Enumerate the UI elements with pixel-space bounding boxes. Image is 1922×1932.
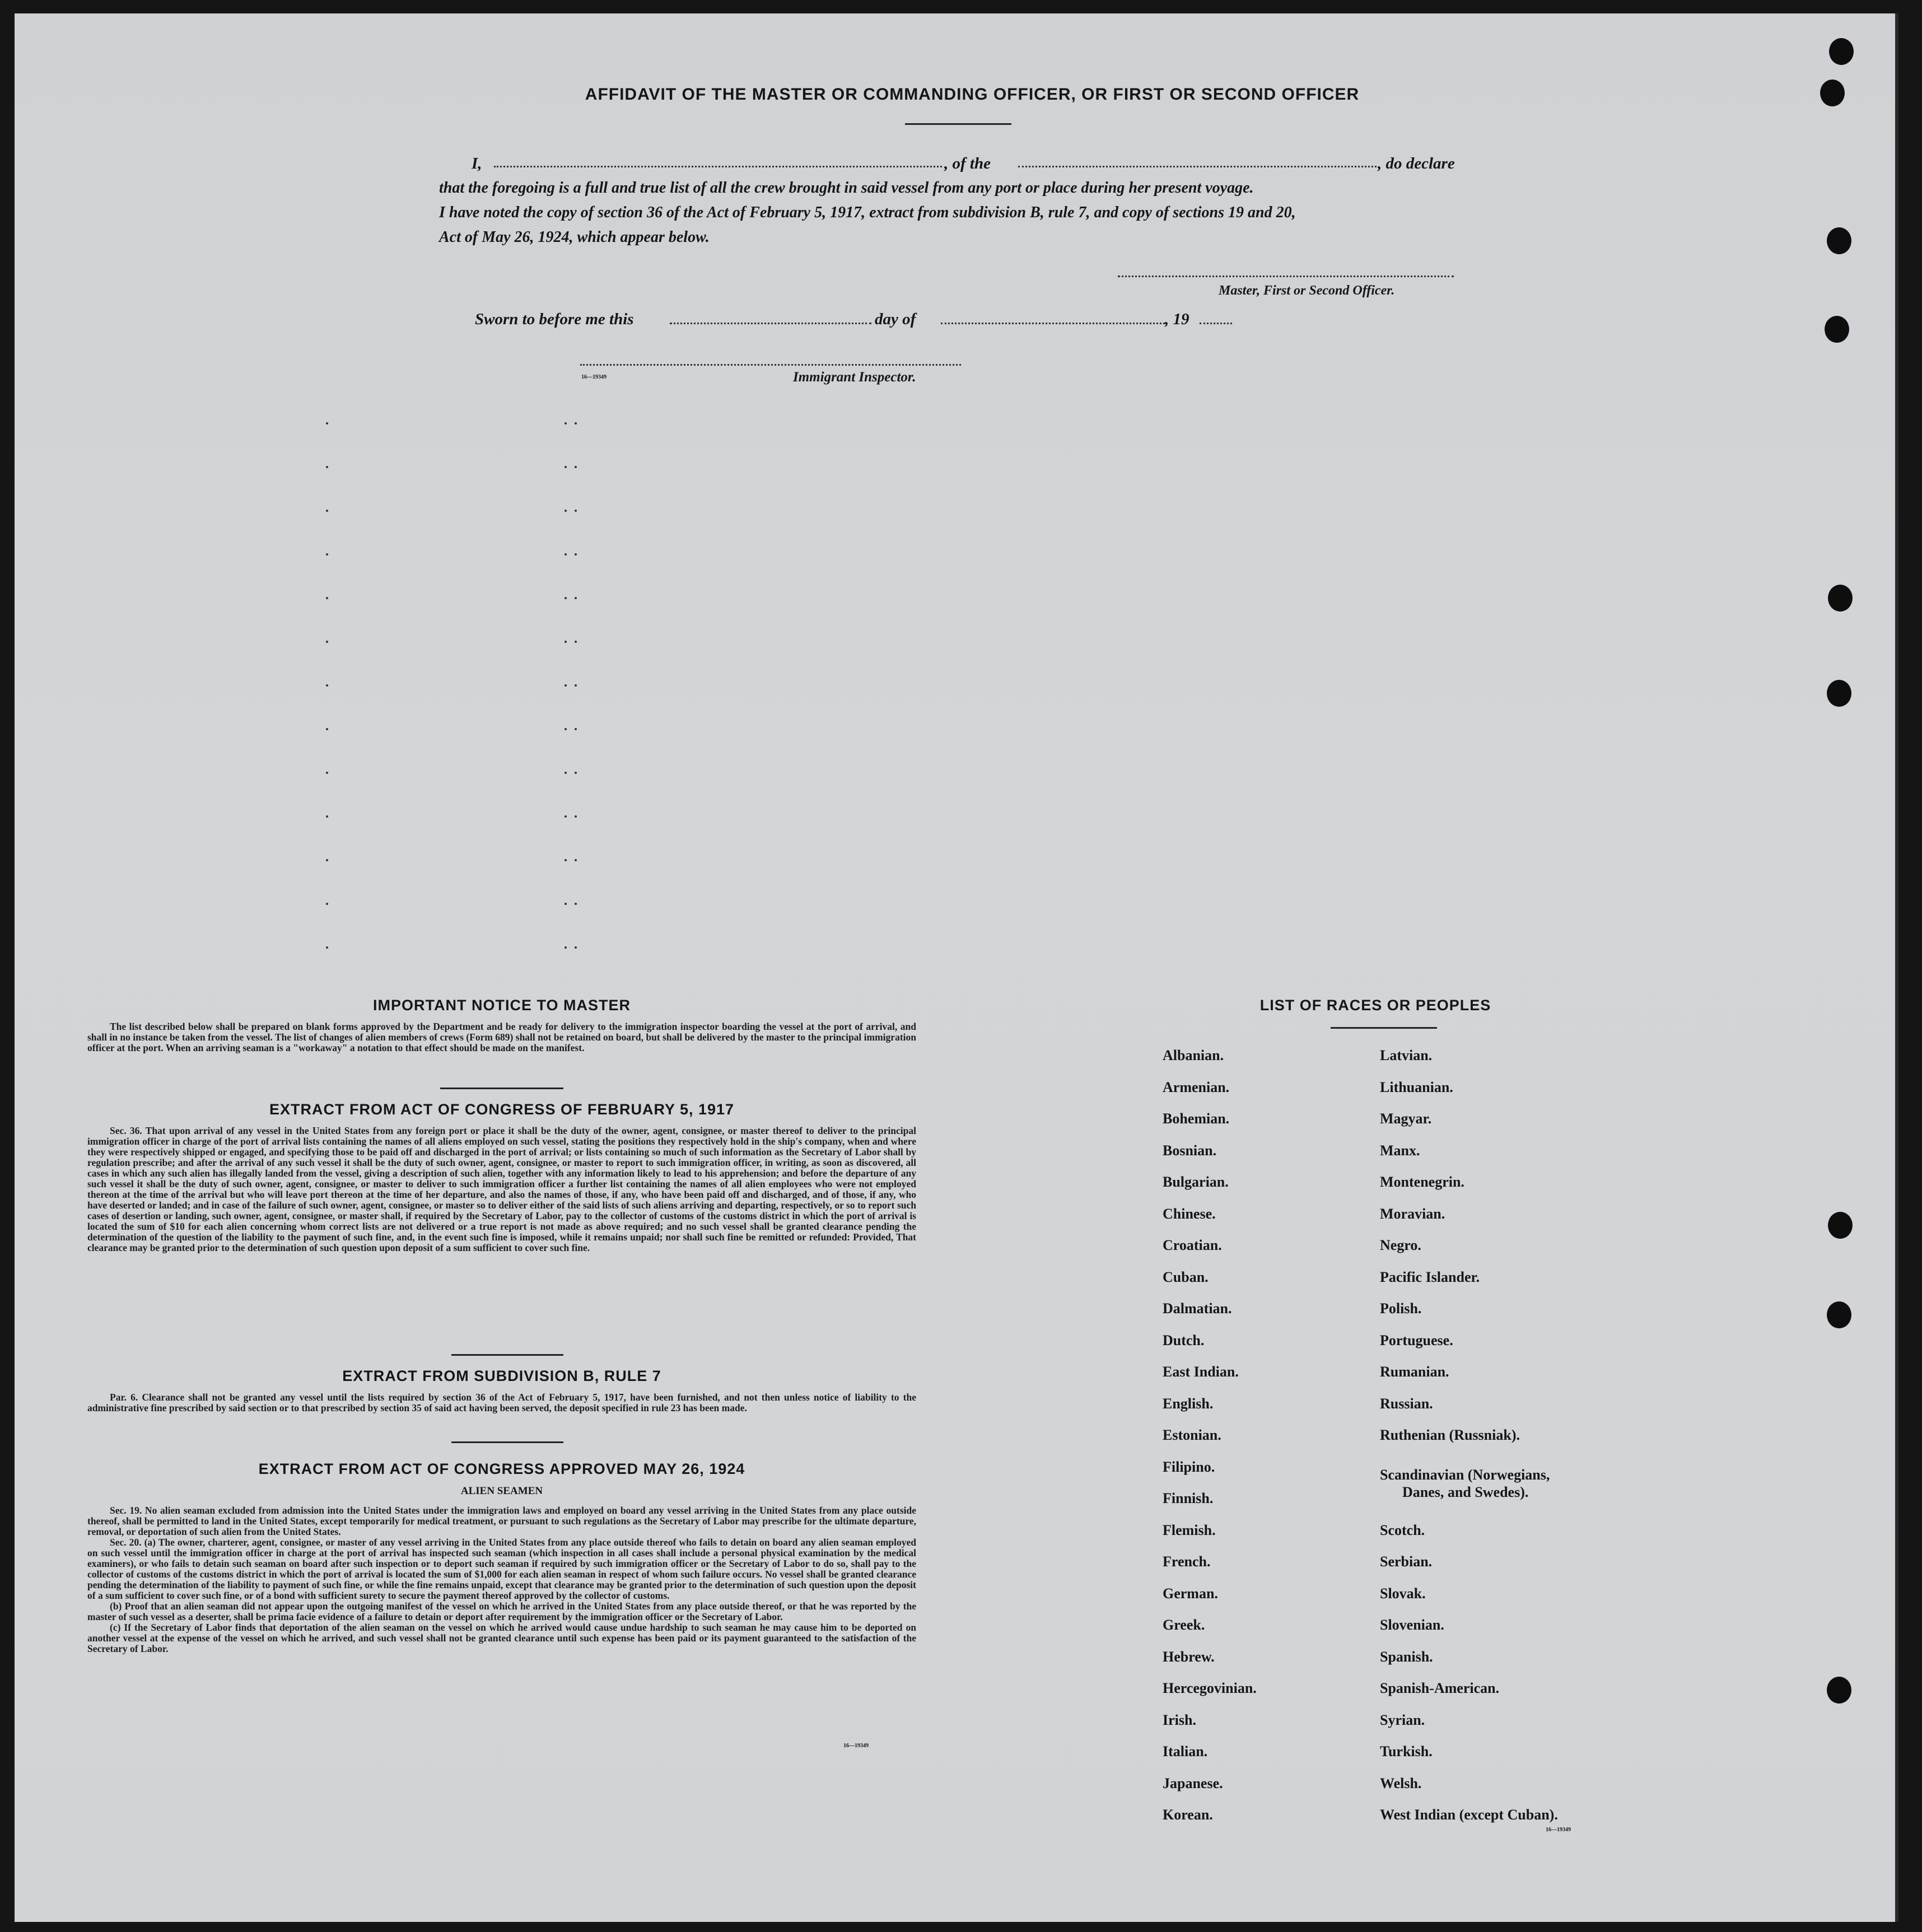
faint-dot	[575, 466, 577, 468]
race-item: Croatian.	[1163, 1237, 1222, 1253]
race-item: Filipino.	[1163, 1458, 1215, 1475]
race-item: Finnish.	[1163, 1490, 1214, 1506]
race-item: Slovak.	[1380, 1585, 1426, 1602]
sworn-day-field[interactable]	[670, 323, 871, 324]
divider	[1331, 1027, 1437, 1029]
race-item: Bohemian.	[1163, 1110, 1230, 1127]
punch-hole	[1828, 585, 1853, 612]
faint-dot	[326, 510, 328, 512]
race-item: Welsh.	[1380, 1775, 1422, 1791]
race-item: Latvian.	[1380, 1047, 1433, 1063]
race-item: Bulgarian.	[1163, 1174, 1229, 1190]
vessel-prefix: , of the	[944, 155, 991, 172]
faint-dot	[565, 946, 567, 949]
faint-dot	[575, 684, 577, 687]
extract-1924-text	[87, 1505, 916, 1654]
race-item: West Indian (except Cuban).	[1380, 1807, 1558, 1823]
punch-hole	[1828, 1212, 1853, 1239]
punch-hole	[1829, 38, 1854, 65]
punch-hole	[1827, 680, 1851, 707]
faint-dot	[565, 422, 567, 424]
race-item: Albanian.	[1163, 1047, 1224, 1063]
race-item: Slovenian.	[1380, 1617, 1444, 1633]
faint-dot	[565, 466, 567, 468]
extract-1917-text	[87, 1126, 916, 1253]
declare-suffix: , do declare	[1378, 155, 1455, 172]
notice-text	[87, 1021, 916, 1053]
faint-dot	[565, 510, 567, 512]
punch-hole	[1827, 227, 1851, 254]
race-item: Dalmatian.	[1163, 1300, 1232, 1317]
race-item: Flemish.	[1163, 1522, 1216, 1538]
punch-hole	[1827, 1677, 1851, 1704]
faint-dot	[326, 422, 328, 424]
faint-dot	[326, 728, 328, 730]
race-item: Scotch.	[1380, 1522, 1425, 1538]
race-item: Korean.	[1163, 1807, 1213, 1823]
faint-dot	[575, 597, 577, 599]
faint-dot	[575, 815, 577, 818]
divider	[440, 1088, 563, 1089]
punch-hole	[1825, 316, 1849, 343]
faint-dot	[575, 422, 577, 424]
faint-dot	[575, 903, 577, 905]
faint-dot	[575, 859, 577, 861]
faint-dot	[565, 597, 567, 599]
faint-dot	[326, 597, 328, 599]
race-item: Cuban.	[1163, 1268, 1209, 1285]
rule7-text	[87, 1392, 916, 1413]
race-item: Spanish.	[1380, 1648, 1433, 1665]
inspector-label: Immigrant Inspector.	[793, 370, 916, 385]
affidavit-line-3: I have noted the copy of section 36 of the Act of February 5, 1917, extract from subdivision B, rule 7, and copy of sections 19 and 20,	[439, 204, 1296, 221]
extract-1924-title: EXTRACT FROM ACT OF CONGRESS APPROVED MAY 26, 1924	[258, 1460, 745, 1477]
year-prefix: , 19	[1165, 310, 1189, 328]
faint-dot	[575, 641, 577, 643]
race-item: Russian.	[1380, 1395, 1433, 1412]
race-item: Spanish-American.	[1380, 1680, 1500, 1696]
affidavit-title: AFFIDAVIT OF THE MASTER OR COMMANDING OFFICER, OR FIRST OR SECOND OFFICER	[585, 85, 1360, 104]
sworn-month-field[interactable]	[941, 323, 1165, 324]
faint-dot	[326, 466, 328, 468]
race-item: English.	[1163, 1395, 1214, 1412]
punch-hole	[1827, 1301, 1851, 1328]
form-number: 16—19349	[843, 1743, 869, 1749]
sec19-paragraph: Sec. 19. No alien seaman excluded from admission into the United States under the immigration laws and employed on board any vessel arriving in the United States from any place outside thereof, shall be permitted to land in the United States, except temporarily for medical treatment, or pursuant to such regulations as the Secretary of Labor may prescribe for the ultimate departure, removal, or deportation of such alien from the United States.	[87, 1505, 916, 1537]
race-item: Montenegrin.	[1380, 1174, 1464, 1190]
race-item: Portuguese.	[1380, 1332, 1453, 1348]
affidavit-line-4: Act of May 26, 1924, which appear below.	[439, 228, 710, 246]
race-item: Turkish.	[1380, 1743, 1433, 1760]
race-item: Moravian.	[1380, 1205, 1445, 1222]
race-item: Chinese.	[1163, 1205, 1216, 1222]
notice-title: IMPORTANT NOTICE TO MASTER	[373, 997, 631, 1014]
race-item: Armenian.	[1163, 1079, 1230, 1095]
extract-1917-title: EXTRACT FROM ACT OF CONGRESS OF FEBRUARY 5, 1917	[269, 1101, 735, 1118]
race-item: Rumanian.	[1380, 1364, 1449, 1380]
faint-dot	[326, 815, 328, 818]
race-item: Scandinavian (Norwegians,	[1380, 1466, 1550, 1483]
race-item: Ruthenian (Russniak).	[1380, 1427, 1520, 1443]
race-item: Manx.	[1380, 1142, 1420, 1159]
faint-dot	[565, 728, 567, 730]
race-item: Pacific Islander.	[1380, 1268, 1480, 1285]
master-signature-label: Master, First or Second Officer.	[1219, 283, 1395, 298]
faint-dot	[326, 772, 328, 774]
faint-dot	[575, 946, 577, 949]
faint-dot	[575, 772, 577, 774]
faint-dot	[565, 553, 567, 556]
race-item: Dutch.	[1163, 1332, 1205, 1348]
divider	[451, 1441, 563, 1443]
race-item: Polish.	[1380, 1300, 1422, 1317]
faint-dot	[575, 728, 577, 730]
sworn-year-field[interactable]	[1200, 323, 1232, 324]
faint-dot	[575, 510, 577, 512]
notice-paragraph: The list described below shall be prepared on blank forms approved by the Department and be ready for delivery to the immigration inspector boarding the vessel at the port of arrival, and shall in no instance be taken from the vessel. The list of changes of alien members of crews (Form 689) shall not be retained on board, but shall be delivered by the master to the principal immigration officer at the port. When an arriving seaman is a "workaway" a notation to that effect should be made on the manifest.	[87, 1021, 916, 1053]
race-item: Serbian.	[1380, 1553, 1433, 1570]
faint-dot	[565, 641, 567, 643]
faint-dot	[326, 684, 328, 687]
sworn-prefix: Sworn to before me this	[475, 310, 634, 328]
race-item: Hercegovinian.	[1163, 1680, 1257, 1696]
rule7-title: EXTRACT FROM SUBDIVISION B, RULE 7	[342, 1368, 661, 1384]
race-item: East Indian.	[1163, 1364, 1239, 1380]
declarant-prefix: I,	[472, 155, 482, 172]
race-item: French.	[1163, 1553, 1211, 1570]
faint-dot	[565, 772, 567, 774]
faint-dot	[326, 903, 328, 905]
race-item: Estonian.	[1163, 1427, 1221, 1443]
race-item: Magyar.	[1380, 1110, 1432, 1127]
master-signature-field[interactable]	[1118, 276, 1454, 277]
race-item: German.	[1163, 1585, 1218, 1602]
faint-dot	[565, 903, 567, 905]
race-item: Italian.	[1163, 1743, 1208, 1760]
par6-paragraph: Par. 6. Clearance shall not be granted any vessel until the lists required by section 36 of the Act of February 5, 1917, have been furnished, and not then unless notice of liability to the administrative fine prescribed by said section or to that prescribed by section 35 of said act having been served, the deposit specified in rule 23 has been made.	[87, 1392, 916, 1413]
inspector-signature-field[interactable]	[580, 364, 961, 366]
faint-dot	[565, 859, 567, 861]
divider	[905, 123, 1011, 125]
sec20b-paragraph: (b) Proof that an alien seaman did not appear upon the outgoing manifest of the vessel on which he arrived in the United States from any place outside thereof, or that he was reported by the master of such vessel as a deserter, shall be prima facie evidence of a failure to detain or deport after requirement by the immigration officer or the Secretary of Labor.	[87, 1600, 916, 1622]
race-item: Hebrew.	[1163, 1648, 1215, 1665]
faint-dot	[565, 815, 567, 818]
form-number: 16—19349	[1546, 1827, 1571, 1833]
sec20c-paragraph: (c) If the Secretary of Labor finds that deportation of the alien seaman on the vessel on which he arrived would cause undue hardship to such seaman he may cause him to be deported on another vessel at the expense of the vessel on which he arrived, and such vessel shall not be granted clearance until such expense has been paid or its payment guaranteed to the satisfaction of the Secretary of Labor.	[87, 1622, 916, 1654]
faint-dot	[326, 641, 328, 643]
declarant-name-field[interactable]	[494, 166, 942, 167]
sec20a-paragraph: Sec. 20. (a) The owner, charterer, agent, consignee, or master of any vessel arriving in the United States from any place outside thereof who fails to detain on board any alien seaman employed on such vessel until the immigration officer in charge at the port of arrival has inspected such seaman (which inspection in all cases shall include a personal physical examination by the medical examiners), or who fails to detain such seaman on board after such inspection or to deport such seaman if required by such immigration officer or the Secretary of Labor to do so, shall pay to the collector of customs of the customs district in which the port of arrival is located the sum of $1,000 for each alien seaman in respect of whom such failure occurs. No vessel shall be granted clearance pending the determination of the liability to payment of such fine, or while the fine remains unpaid, except that clearance may be granted prior to the determination of such question upon the deposit of a sum sufficient to cover such fine, or of a bond with sufficient surety to secure the payment thereof approved by the collector of customs.	[87, 1537, 916, 1601]
race-item: Greek.	[1163, 1617, 1205, 1633]
faint-dot	[326, 553, 328, 556]
faint-dot	[326, 859, 328, 861]
races-title: LIST OF RACES OR PEOPLES	[1259, 997, 1491, 1014]
punch-hole	[1820, 80, 1845, 106]
race-item: Irish.	[1163, 1711, 1196, 1728]
alien-seamen-subtitle: ALIEN SEAMEN	[460, 1485, 543, 1497]
vessel-name-field[interactable]	[1018, 166, 1377, 167]
form-sheet	[15, 13, 1898, 1922]
race-item: Danes, and Swedes).	[1402, 1483, 1529, 1500]
divider	[451, 1354, 563, 1356]
race-item: Syrian.	[1380, 1711, 1425, 1728]
section-36-paragraph: Sec. 36. That upon arrival of any vessel in the United States from any foreign port or place it shall be the duty of the owner, agent, consignee, or master thereof to deliver to the principal immigration officer in charge of the port of arrival lists containing the names of all aliens employed on such vessel, stating the positions they respectively hold in the ship's company, when and where they were respectively shipped or engaged, and specifying those to be paid off and discharged in the port of arrival; or lists containing so much of such information as the Secretary of Labor shall by regulation prescribe; and after the arrival of any such vessel it shall be the duty of such owner, agent, consignee, or master to report to such immigration officer, in writing, as soon as discovered, all cases in which any such alien has illegally landed from the vessel, giving a description of such alien, together with any information likely to lead to his apprehension; and before the departure of any such vessel it shall be the duty of such owner, agent, consignee, or master to deliver to such immigration officer a further list containing the names of all alien employees who were not employed thereon at the time of the arrival but who will leave port thereon at the time of her departure, and also the names of those, if any, who have been paid off and discharged, and of those, if any, who have deserted or landed; and in case of the failure of such owner, agent, consignee, or master so to deliver either of the said lists of such aliens arriving and departing, respectively, or so to report such cases of desertion or landing, such owner, agent, consignee, or master shall, if required by the Secretary of Labor, pay to the collector of customs of the customs district in which the port of arrival is located the sum of $10 for each alien concerning whom correct lists are not delivered or a true report is not made as above required; and no such vessel shall be granted clearance pending the determination of the question of the liability to the payment of such fine, and, in the event such fine is imposed, while it remains unpaid; nor shall such fine be remitted or refunded: Provided, That clearance may be granted prior to the determination of such question upon deposit of a sum sufficient to cover such fine.	[87, 1125, 916, 1253]
affidavit-line-2: that the foregoing is a full and true list of all the crew brought in said vessel from any port or place during her present voyage.	[439, 179, 1254, 197]
race-item: Bosnian.	[1163, 1142, 1217, 1159]
race-item: Japanese.	[1163, 1775, 1223, 1791]
faint-dot	[575, 553, 577, 556]
faint-dot	[565, 684, 567, 687]
day-of-label: day of	[875, 310, 916, 328]
form-number: 16—19349	[581, 374, 607, 380]
race-item: Lithuanian.	[1380, 1079, 1453, 1095]
faint-dot	[326, 946, 328, 949]
race-item: Negro.	[1380, 1237, 1421, 1253]
